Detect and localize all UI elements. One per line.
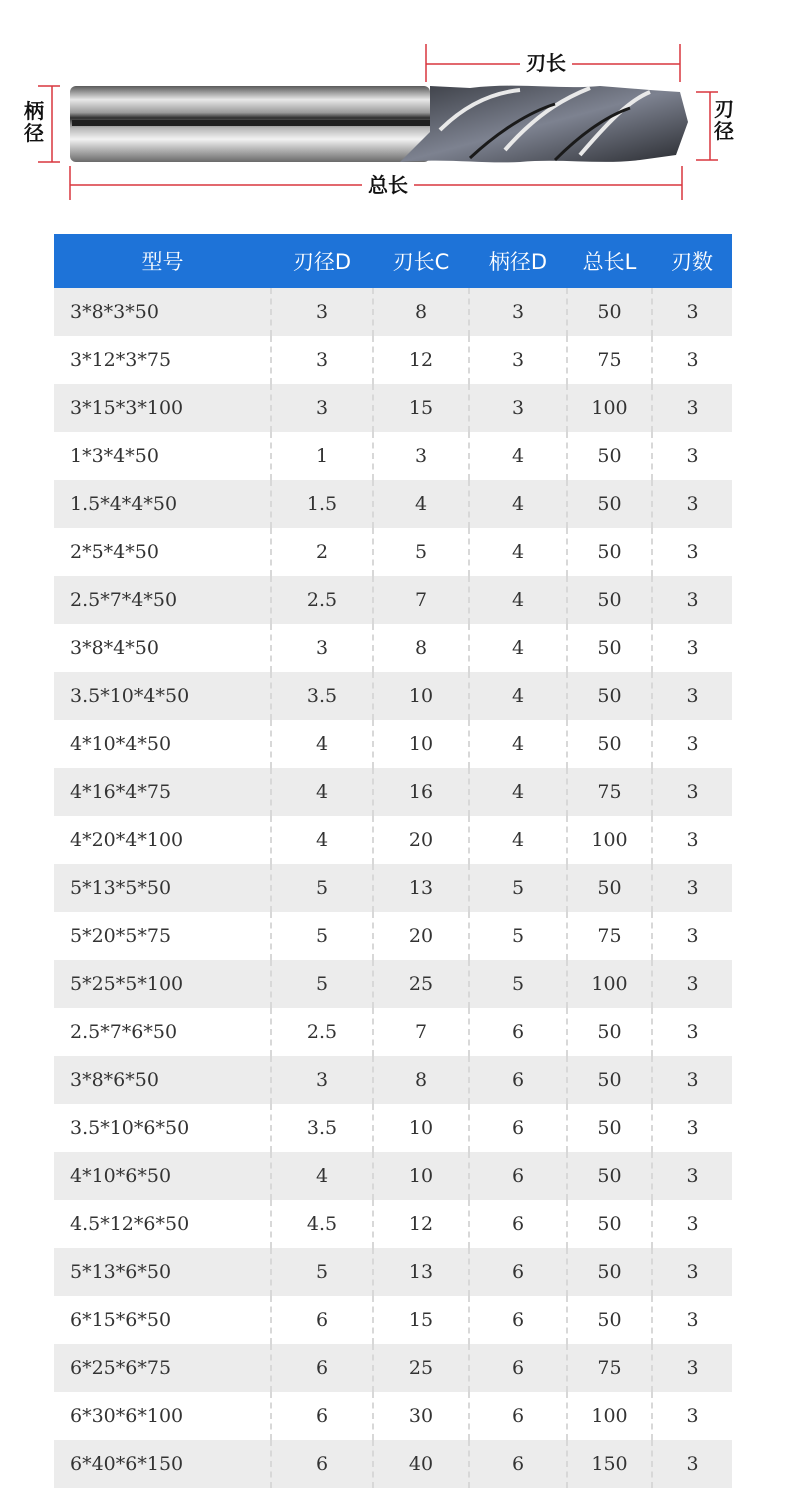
cell-flute-count: 3: [652, 1248, 732, 1296]
table-row: [54, 1200, 732, 1248]
cell-total-length: 100: [567, 1392, 652, 1440]
cell-blade-diameter: 5: [271, 864, 373, 912]
cell-model: 6*15*6*50: [54, 1296, 271, 1344]
cell-total-length: 75: [567, 1344, 652, 1392]
table-row: [54, 1392, 732, 1440]
cell-model: 3*12*3*75: [54, 336, 271, 384]
cell-shank-diameter: 4: [469, 672, 567, 720]
cell-blade-length: 10: [373, 1104, 469, 1152]
cell-model: 3*15*3*100: [54, 384, 271, 432]
cell-blade-length: 3: [373, 432, 469, 480]
cell-shank-diameter: 5: [469, 960, 567, 1008]
cell-total-length: 50: [567, 1200, 652, 1248]
cell-total-length: 100: [567, 384, 652, 432]
cell-model: 5*13*5*50: [54, 864, 271, 912]
cell-blade-length: 8: [373, 624, 469, 672]
cell-blade-length: 30: [373, 1392, 469, 1440]
cell-flute-count: 3: [652, 864, 732, 912]
shank-diameter-label: [22, 100, 46, 144]
cell-flute-count: 3: [652, 816, 732, 864]
cell-model: 6*30*6*100: [54, 1392, 271, 1440]
table-row: [54, 432, 732, 480]
cell-blade-length: 10: [373, 672, 469, 720]
cell-shank-diameter: 4: [469, 576, 567, 624]
cell-blade-length: 7: [373, 1008, 469, 1056]
table-row: [54, 288, 732, 336]
cell-total-length: 50: [567, 720, 652, 768]
cell-total-length: 50: [567, 624, 652, 672]
blade-length-label: 刃长: [520, 53, 572, 73]
table-row: [54, 912, 732, 960]
cell-blade-diameter: 3: [271, 336, 373, 384]
table-row: [54, 576, 732, 624]
table-row: [54, 624, 732, 672]
cell-total-length: 50: [567, 288, 652, 336]
cell-blade-diameter: 4.5: [271, 1200, 373, 1248]
cell-flute-count: 3: [652, 432, 732, 480]
table-row: [54, 768, 732, 816]
cell-shank-diameter: 5: [469, 864, 567, 912]
table-row: [54, 816, 732, 864]
cell-blade-length: 10: [373, 720, 469, 768]
cell-blade-diameter: 6: [271, 1296, 373, 1344]
cell-flute-count: 3: [652, 912, 732, 960]
end-mill-diagram: [0, 0, 790, 225]
cell-model: 2.5*7*6*50: [54, 1008, 271, 1056]
cell-blade-diameter: 5: [271, 960, 373, 1008]
cell-flute-count: 3: [652, 1296, 732, 1344]
cell-blade-length: 13: [373, 1248, 469, 1296]
cell-blade-length: 16: [373, 768, 469, 816]
cell-blade-length: 40: [373, 1440, 469, 1488]
cell-shank-diameter: 6: [469, 1008, 567, 1056]
cell-blade-diameter: 5: [271, 1248, 373, 1296]
cell-total-length: 150: [567, 1440, 652, 1488]
cell-blade-diameter: 6: [271, 1440, 373, 1488]
table-row: [54, 336, 732, 384]
cell-shank-diameter: 3: [469, 336, 567, 384]
cell-total-length: 50: [567, 1104, 652, 1152]
table-row: [54, 1104, 732, 1152]
cell-shank-diameter: 5: [469, 912, 567, 960]
cell-shank-diameter: 6: [469, 1056, 567, 1104]
cell-flute-count: 3: [652, 720, 732, 768]
cell-shank-diameter: 3: [469, 384, 567, 432]
cell-model: 5*13*6*50: [54, 1248, 271, 1296]
cell-model: 3*8*6*50: [54, 1056, 271, 1104]
cell-blade-length: 13: [373, 864, 469, 912]
table-row: [54, 1344, 732, 1392]
cell-blade-length: 5: [373, 528, 469, 576]
cell-flute-count: 3: [652, 1104, 732, 1152]
cell-flute-count: 3: [652, 384, 732, 432]
cell-flute-count: 3: [652, 1200, 732, 1248]
cell-shank-diameter: 6: [469, 1200, 567, 1248]
table-row: [54, 1248, 732, 1296]
cell-model: 3*8*3*50: [54, 288, 271, 336]
cell-flute-count: 3: [652, 768, 732, 816]
cell-blade-length: 4: [373, 480, 469, 528]
table-header-row: [54, 234, 732, 288]
table-row: [54, 1296, 732, 1344]
cell-shank-diameter: 6: [469, 1344, 567, 1392]
table-row: [54, 1440, 732, 1488]
cell-flute-count: 3: [652, 288, 732, 336]
cell-blade-diameter: 3: [271, 384, 373, 432]
cell-shank-diameter: 4: [469, 768, 567, 816]
cell-model: 5*25*5*100: [54, 960, 271, 1008]
shank-diameter-text: 柄径: [24, 99, 44, 145]
header-blade-length: 刃长C: [373, 234, 469, 288]
cell-model: 1*3*4*50: [54, 432, 271, 480]
cell-total-length: 50: [567, 1248, 652, 1296]
cell-blade-diameter: 5: [271, 912, 373, 960]
table-row: [54, 528, 732, 576]
cell-blade-diameter: 4: [271, 768, 373, 816]
table-row: [54, 1152, 732, 1200]
table-row: [54, 720, 732, 768]
total-length-label: 总长: [362, 175, 414, 195]
cell-blade-length: 20: [373, 912, 469, 960]
cell-total-length: 75: [567, 912, 652, 960]
flutes: [400, 86, 688, 163]
cell-blade-length: 15: [373, 384, 469, 432]
cell-shank-diameter: 4: [469, 432, 567, 480]
cell-blade-length: 12: [373, 336, 469, 384]
blade-diameter-label: [712, 98, 736, 142]
cell-blade-diameter: 3: [271, 288, 373, 336]
cell-flute-count: 3: [652, 1392, 732, 1440]
cell-shank-diameter: 4: [469, 528, 567, 576]
cell-shank-diameter: 4: [469, 624, 567, 672]
cell-flute-count: 3: [652, 1152, 732, 1200]
cell-blade-length: 15: [373, 1296, 469, 1344]
cell-shank-diameter: 6: [469, 1248, 567, 1296]
cell-flute-count: 3: [652, 576, 732, 624]
cell-flute-count: 3: [652, 624, 732, 672]
cell-model: 2*5*4*50: [54, 528, 271, 576]
cell-total-length: 75: [567, 336, 652, 384]
table-row: [54, 864, 732, 912]
cell-model: 6*40*6*150: [54, 1440, 271, 1488]
cell-shank-diameter: 6: [469, 1392, 567, 1440]
cell-flute-count: 3: [652, 960, 732, 1008]
cell-blade-length: 25: [373, 960, 469, 1008]
cell-shank-diameter: 4: [469, 816, 567, 864]
cell-model: 4*10*4*50: [54, 720, 271, 768]
cell-total-length: 50: [567, 1152, 652, 1200]
cell-model: 3*8*4*50: [54, 624, 271, 672]
table-row: [54, 1056, 732, 1104]
cell-blade-length: 8: [373, 1056, 469, 1104]
cell-total-length: 50: [567, 672, 652, 720]
cell-blade-diameter: 1.5: [271, 480, 373, 528]
table-row: [54, 1008, 732, 1056]
cell-total-length: 50: [567, 1296, 652, 1344]
cell-blade-length: 10: [373, 1152, 469, 1200]
cell-flute-count: 3: [652, 336, 732, 384]
cell-total-length: 50: [567, 528, 652, 576]
cell-model: 5*20*5*75: [54, 912, 271, 960]
cell-shank-diameter: 6: [469, 1440, 567, 1488]
cell-model: 3.5*10*4*50: [54, 672, 271, 720]
cell-model: 2.5*7*4*50: [54, 576, 271, 624]
cell-shank-diameter: 6: [469, 1152, 567, 1200]
cell-flute-count: 3: [652, 1440, 732, 1488]
cell-blade-length: 7: [373, 576, 469, 624]
table-row: [54, 960, 732, 1008]
header-model: 型号: [54, 234, 271, 288]
cell-total-length: 50: [567, 576, 652, 624]
cell-blade-diameter: 6: [271, 1344, 373, 1392]
cell-shank-diameter: 6: [469, 1104, 567, 1152]
header-blade-diameter: 刃径D: [271, 234, 373, 288]
cell-blade-length: 8: [373, 288, 469, 336]
cell-blade-length: 20: [373, 816, 469, 864]
cell-total-length: 100: [567, 816, 652, 864]
cell-blade-diameter: 2: [271, 528, 373, 576]
blade-diameter-text: 刃径: [714, 97, 734, 143]
cell-flute-count: 3: [652, 1344, 732, 1392]
cell-blade-diameter: 3.5: [271, 672, 373, 720]
cell-model: 4*20*4*100: [54, 816, 271, 864]
cell-flute-count: 3: [652, 672, 732, 720]
cell-flute-count: 3: [652, 480, 732, 528]
cell-blade-diameter: 3.5: [271, 1104, 373, 1152]
cell-blade-diameter: 4: [271, 816, 373, 864]
cell-total-length: 100: [567, 960, 652, 1008]
cell-total-length: 50: [567, 432, 652, 480]
cell-total-length: 50: [567, 480, 652, 528]
cell-model: 6*25*6*75: [54, 1344, 271, 1392]
cell-total-length: 50: [567, 1008, 652, 1056]
cell-total-length: 75: [567, 768, 652, 816]
header-total-length: 总长L: [567, 234, 652, 288]
spec-table: [54, 234, 732, 1488]
cell-blade-diameter: 4: [271, 720, 373, 768]
cell-blade-length: 25: [373, 1344, 469, 1392]
cell-shank-diameter: 4: [469, 480, 567, 528]
cell-blade-diameter: 4: [271, 1152, 373, 1200]
cell-blade-diameter: 3: [271, 1056, 373, 1104]
cell-model: 4*16*4*75: [54, 768, 271, 816]
cell-flute-count: 3: [652, 528, 732, 576]
cell-shank-diameter: 4: [469, 720, 567, 768]
cell-shank-diameter: 6: [469, 1296, 567, 1344]
header-flute-count: 刃数: [652, 234, 732, 288]
table-row: [54, 384, 732, 432]
cell-blade-diameter: 2.5: [271, 1008, 373, 1056]
cell-model: 4*10*6*50: [54, 1152, 271, 1200]
cell-blade-diameter: 1: [271, 432, 373, 480]
cell-total-length: 50: [567, 1056, 652, 1104]
cell-shank-diameter: 3: [469, 288, 567, 336]
table-row: [54, 672, 732, 720]
header-shank-diameter: 柄径D: [469, 234, 567, 288]
cell-blade-length: 12: [373, 1200, 469, 1248]
table-row: [54, 480, 732, 528]
cell-model: 3.5*10*6*50: [54, 1104, 271, 1152]
cell-total-length: 50: [567, 864, 652, 912]
cell-blade-diameter: 2.5: [271, 576, 373, 624]
cell-blade-diameter: 3: [271, 624, 373, 672]
cell-model: 4.5*12*6*50: [54, 1200, 271, 1248]
cell-model: 1.5*4*4*50: [54, 480, 271, 528]
cell-blade-diameter: 6: [271, 1392, 373, 1440]
cell-flute-count: 3: [652, 1008, 732, 1056]
cell-flute-count: 3: [652, 1056, 732, 1104]
